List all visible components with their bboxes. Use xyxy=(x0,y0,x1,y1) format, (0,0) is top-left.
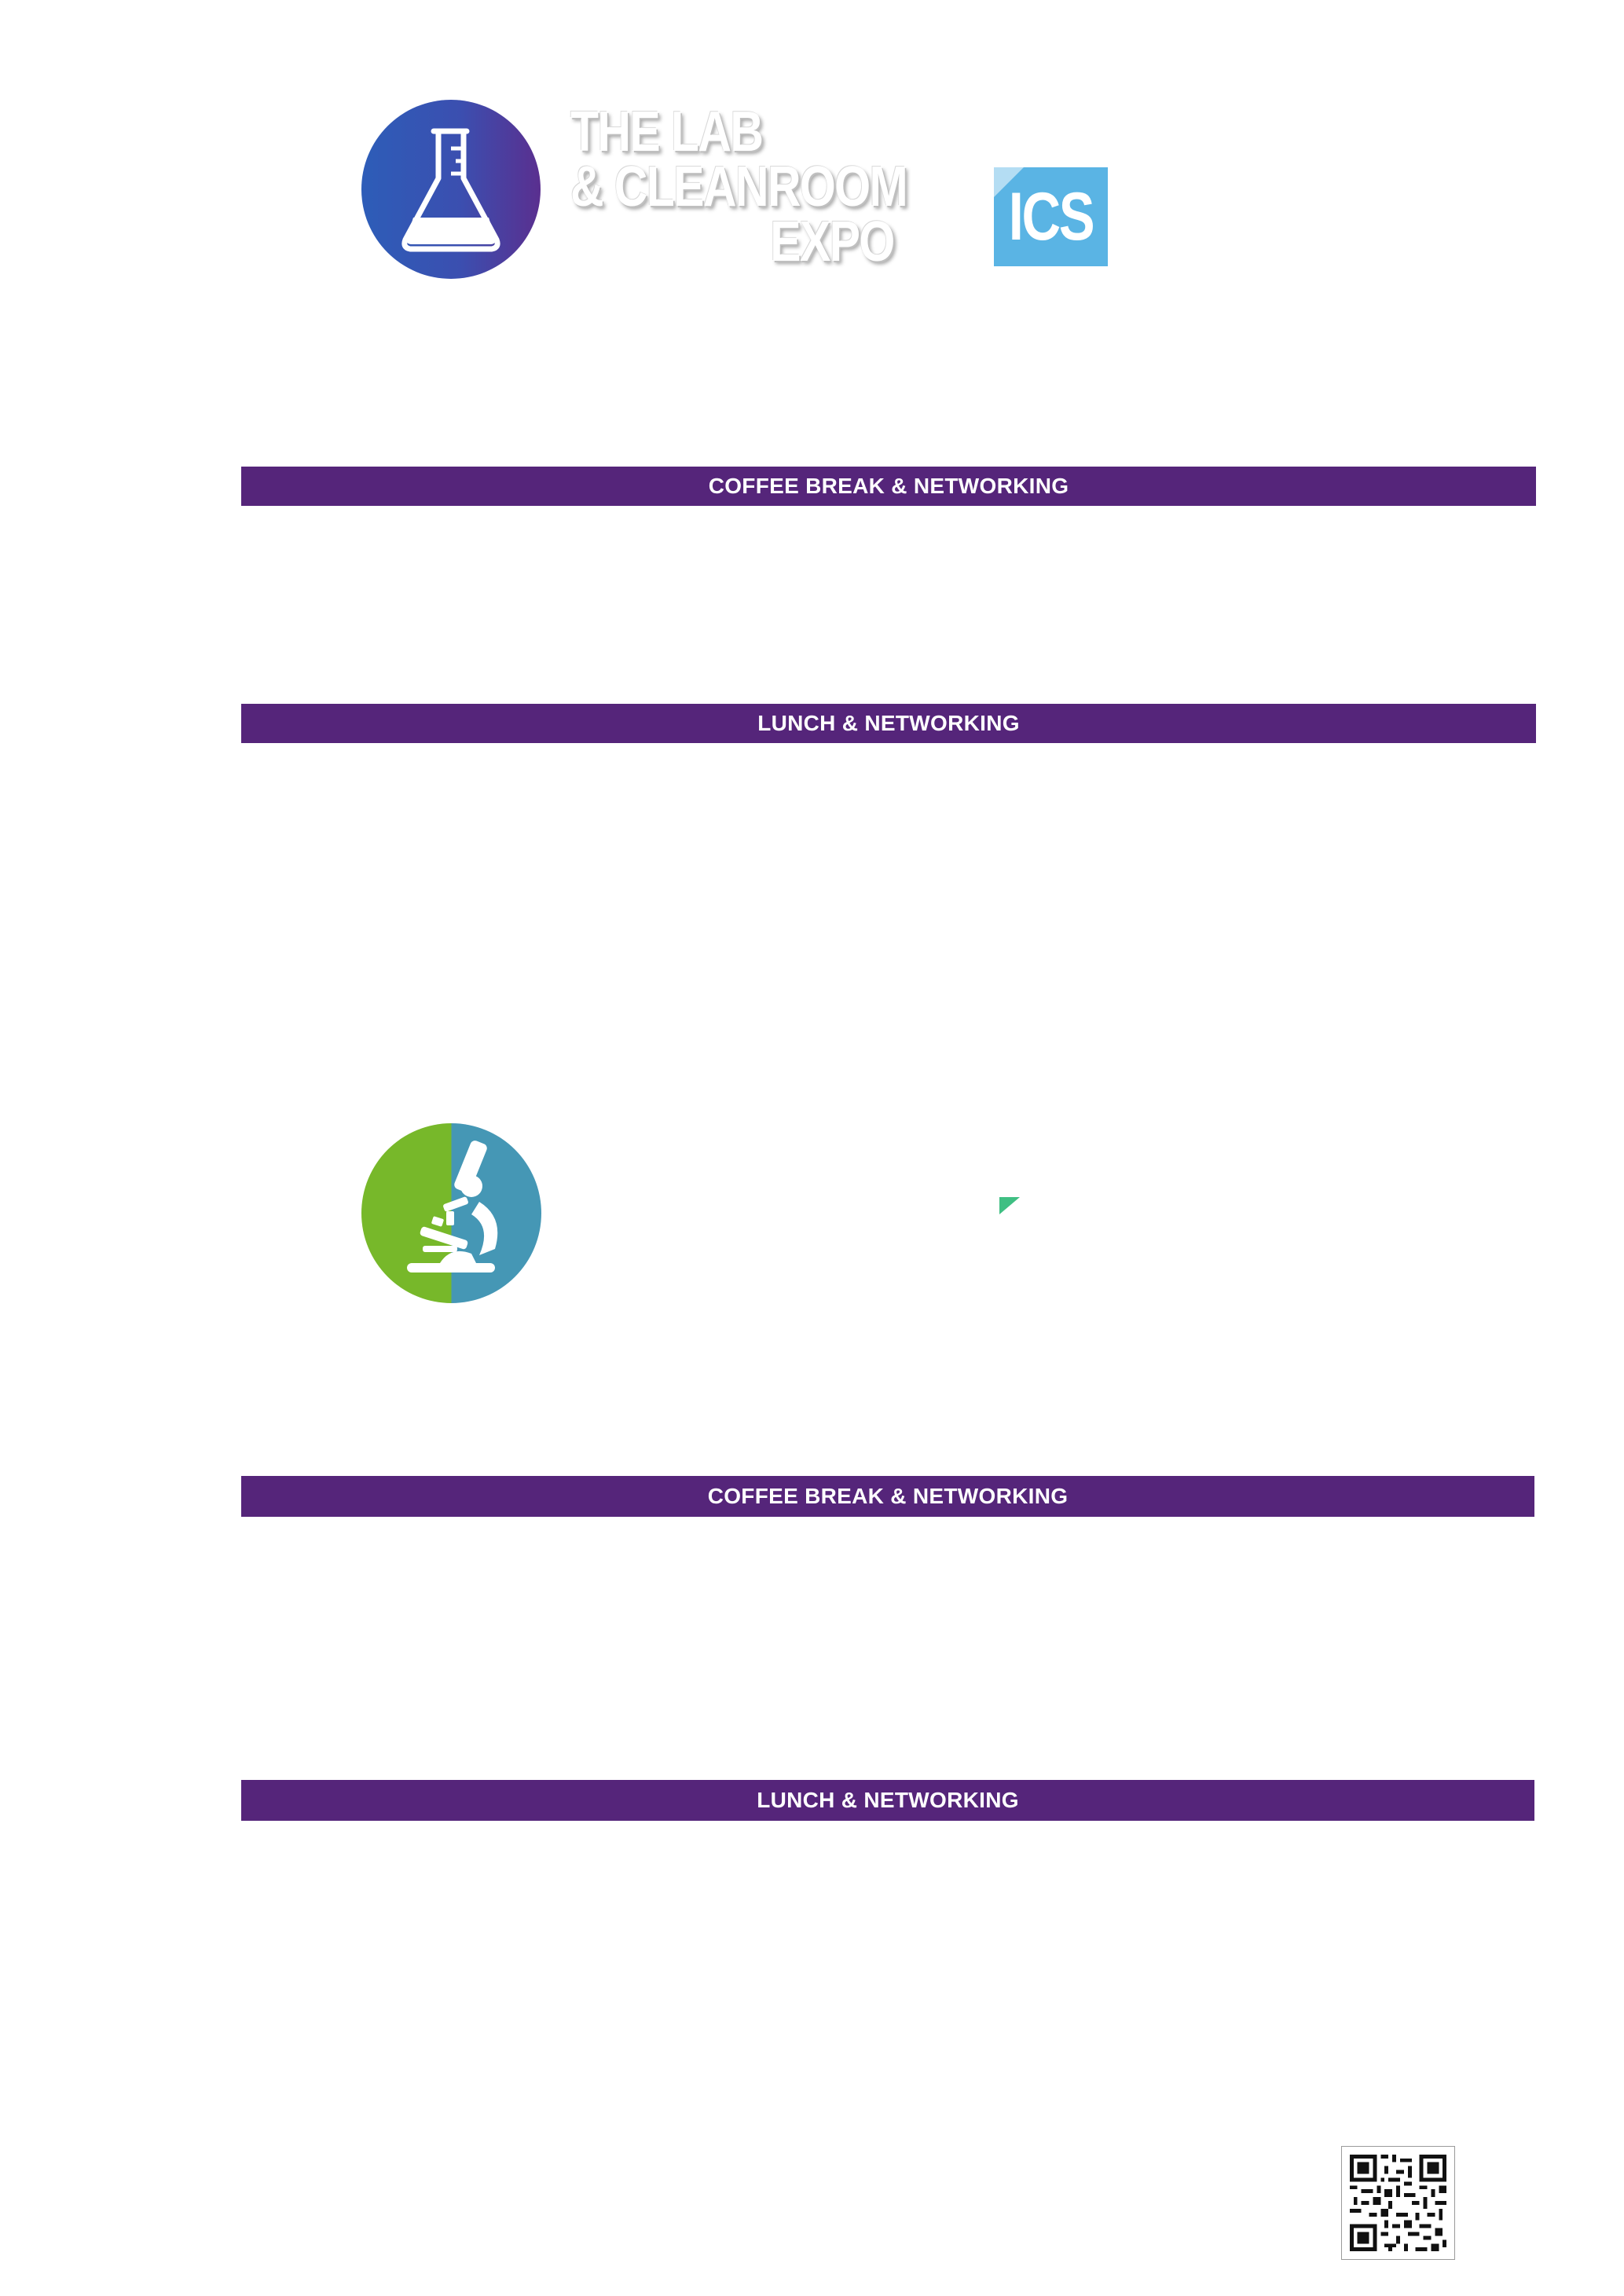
qr-code-icon xyxy=(1342,2147,1454,2259)
qr-code[interactable] xyxy=(1341,2146,1455,2260)
wordmark-line: & CLEANROOM xyxy=(570,156,907,218)
microscope-icon xyxy=(361,1123,541,1303)
lunch-banner: LUNCH & NETWORKING xyxy=(241,704,1536,743)
coffee-break-banner: COFFEE BREAK & NETWORKING xyxy=(241,1476,1534,1517)
lab-expo-flask-logo xyxy=(361,100,541,279)
ics-logo xyxy=(994,167,1108,266)
lab-expo-wordmark xyxy=(570,101,907,277)
coffee-break-banner: COFFEE BREAK & NETWORKING xyxy=(241,467,1536,506)
ics-logo-text: ICS xyxy=(1008,179,1094,255)
flask-icon xyxy=(361,100,541,279)
microscope-logo xyxy=(361,1123,541,1303)
triangle-mark-icon xyxy=(999,1197,1020,1214)
wordmark-line: EXPO xyxy=(770,211,894,273)
lunch-banner: LUNCH & NETWORKING xyxy=(241,1780,1534,1821)
wordmark-line: THE LAB xyxy=(570,101,763,163)
